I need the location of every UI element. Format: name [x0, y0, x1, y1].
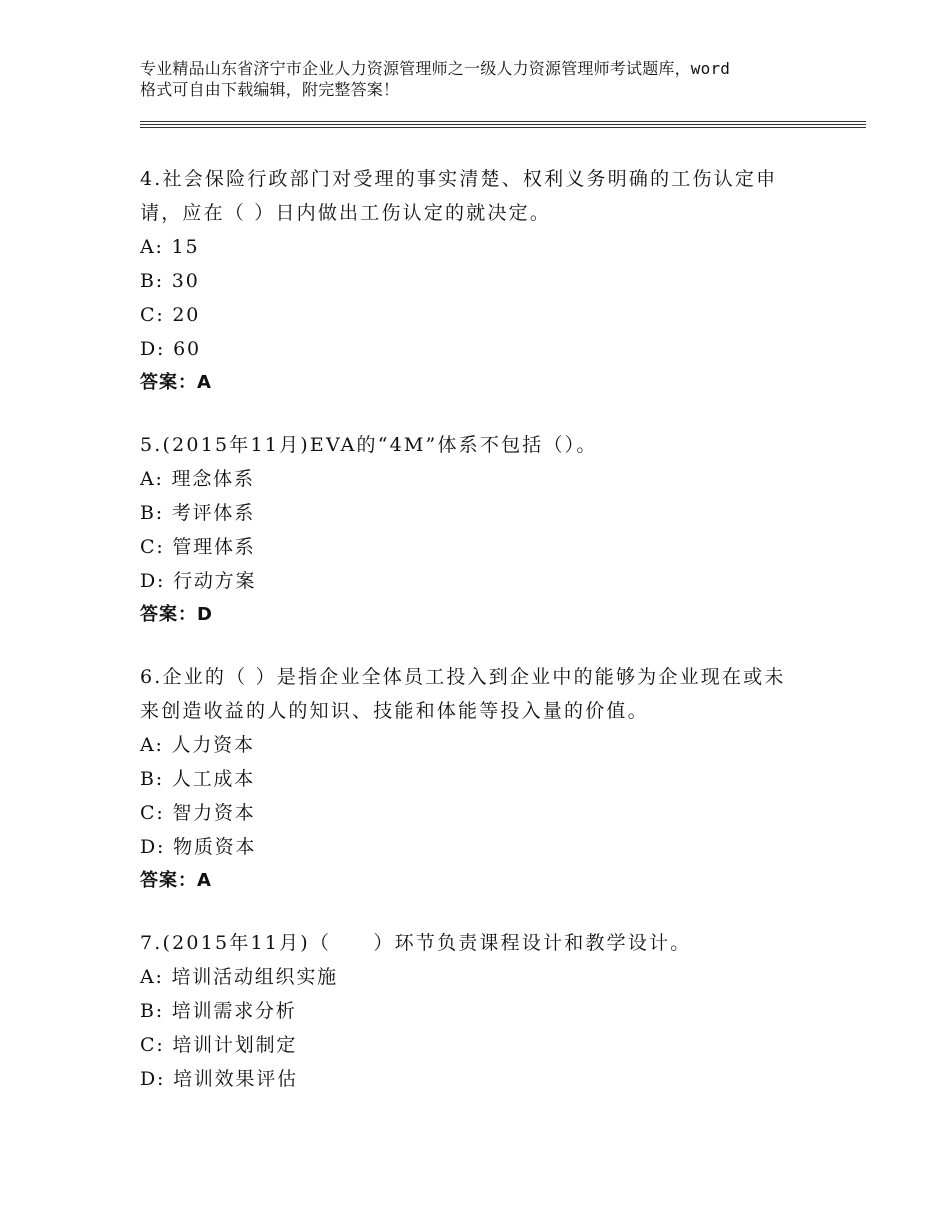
question-stem [140, 428, 820, 462]
option-b: B: 考评体系 [140, 502, 256, 524]
document-header [140, 58, 840, 100]
option-a: A: 人力资本 [140, 734, 255, 756]
option-b: B: 人工成本 [140, 768, 256, 790]
option-d: D: 培训效果评估 [140, 1068, 298, 1090]
option-d: D: 物质资本 [140, 836, 257, 858]
answer-label: 答案：D [140, 604, 213, 625]
question-6 [140, 660, 820, 898]
question-stem-line: 7.(2015年11月)（ ）环节负责课程设计和教学设计。 [140, 932, 692, 954]
answer-label: 答案：A [140, 372, 212, 393]
question-stem-line: 5.(2015年11月)EVA的“4M”体系不包括（）。 [140, 434, 598, 456]
option-b: B: 30 [140, 270, 200, 292]
question-list [140, 162, 820, 1124]
question-stem-line: 请，应在（ ）日内做出工伤认定的就决定。 [140, 202, 552, 224]
option-d: D: 60 [140, 338, 201, 360]
question-stem-line: 4.社会保险行政部门对受理的事实清楚、权利义务明确的工伤认定申 [140, 168, 778, 190]
question-stem-line: 6.企业的（ ）是指企业全体员工投入到企业中的能够为企业现在或未 [140, 666, 786, 688]
option-a: A: 15 [140, 236, 200, 258]
option-b: B: 培训需求分析 [140, 1000, 297, 1022]
question-stem [140, 660, 820, 728]
header-line-2: 格式可自由下载编辑，附完整答案！ [140, 80, 400, 99]
question-4 [140, 162, 820, 400]
option-a: A: 理念体系 [140, 468, 255, 490]
question-5 [140, 428, 820, 632]
header-divider [140, 121, 866, 130]
question-stem-line: 来创造收益的人的知识、技能和体能等投入量的价值。 [140, 700, 649, 722]
option-c: C: 管理体系 [140, 536, 256, 558]
option-c: C: 培训计划制定 [140, 1034, 298, 1056]
option-a: A: 培训活动组织实施 [140, 966, 338, 988]
option-c: C: 20 [140, 304, 201, 326]
header-line-1: 专业精品山东省济宁市企业人力资源管理师之一级人力资源管理师考试题库，word [140, 59, 731, 78]
option-d: D: 行动方案 [140, 570, 257, 592]
answer-label: 答案：A [140, 870, 212, 891]
question-7 [140, 926, 820, 1096]
question-stem [140, 926, 820, 960]
option-c: C: 智力资本 [140, 802, 256, 824]
question-stem [140, 162, 820, 230]
